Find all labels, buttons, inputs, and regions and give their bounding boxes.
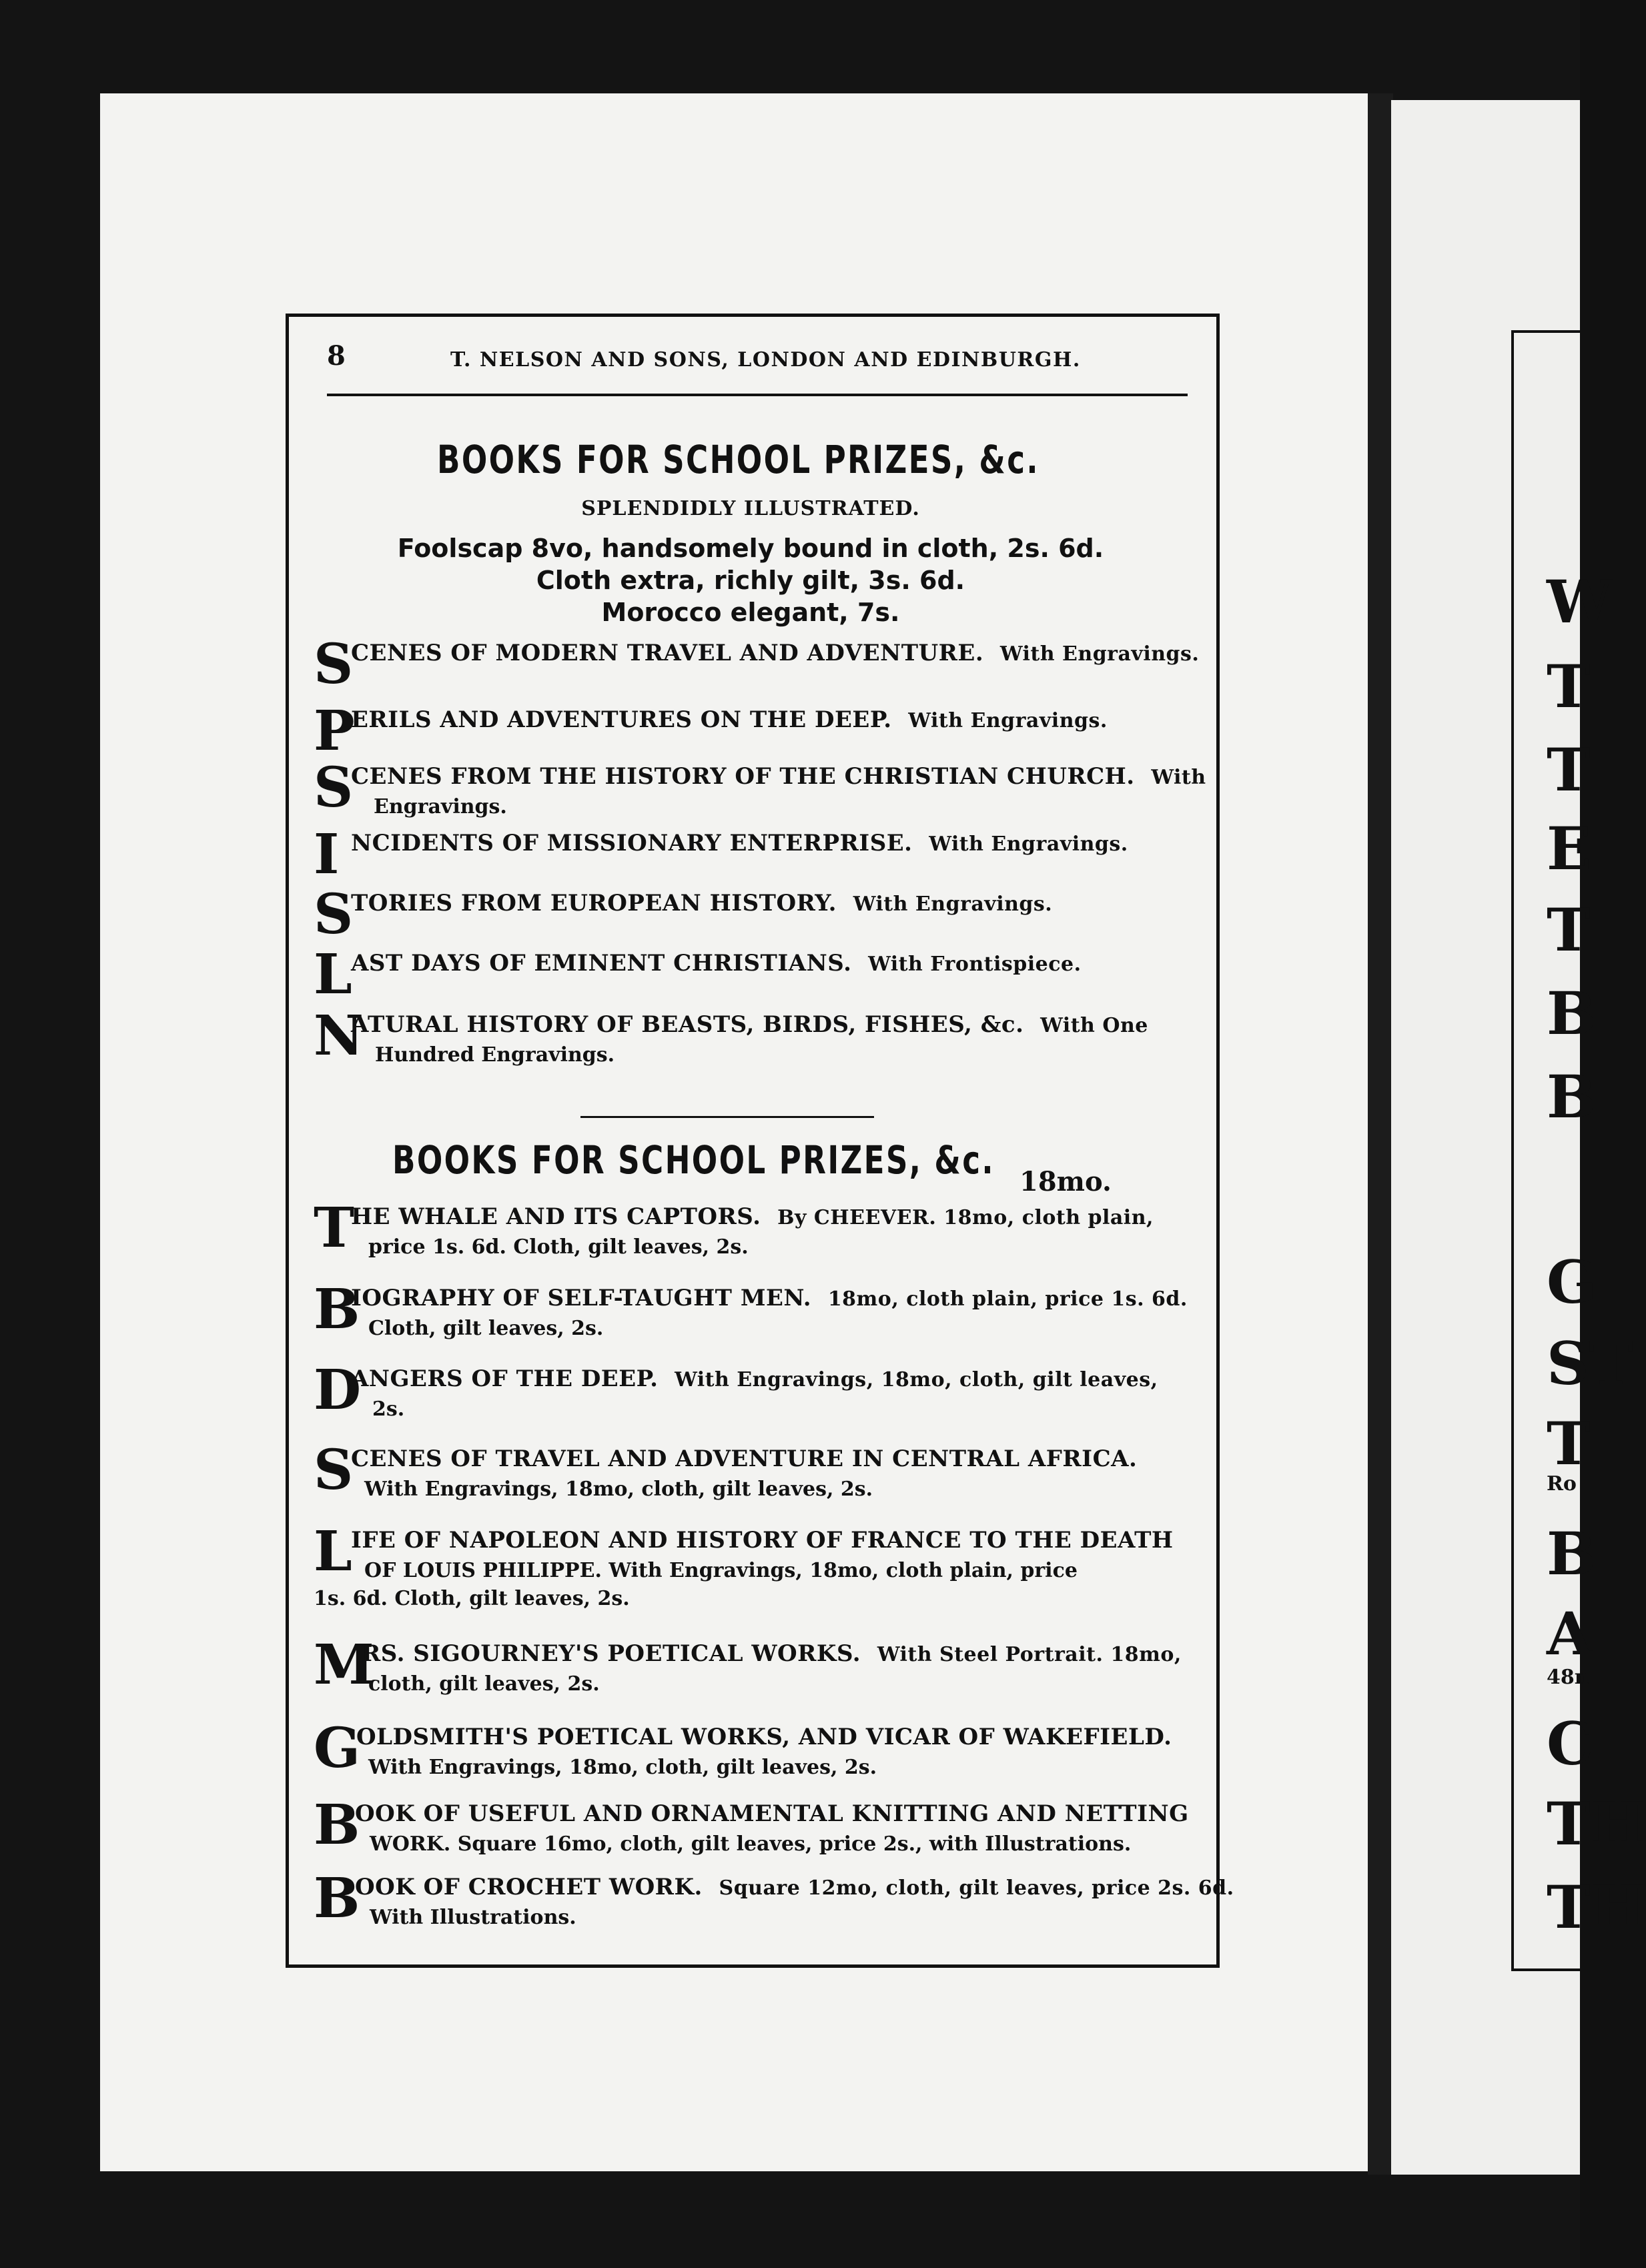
book-detail: With Illustrations. xyxy=(370,1906,576,1929)
book-title: RS. SIGOURNEY'S POETICAL WORKS. xyxy=(362,1640,861,1667)
facing-letter: W xyxy=(1547,567,1613,636)
facing-letter: C xyxy=(1547,1709,1594,1778)
book-title: AST DAYS OF EMINENT CHRISTIANS. xyxy=(351,950,852,977)
book-title: NCIDENTS OF MISSIONARY ENTERPRISE. xyxy=(351,830,913,857)
book-title: CENES OF MODERN TRAVEL AND ADVENTURE. xyxy=(351,640,984,666)
facing-letter: T xyxy=(1547,1409,1591,1478)
section-title: BOOKS FOR SCHOOL PRIZES, &c. xyxy=(392,1137,995,1183)
book-note: With Engravings. xyxy=(929,832,1128,856)
book-note: With Engravings. xyxy=(853,893,1053,916)
book-note: With Engravings. xyxy=(999,642,1200,666)
drop-cap: B xyxy=(314,1277,360,1341)
drop-cap: D xyxy=(314,1358,362,1422)
book-note: Square 12mo, cloth, gilt leaves, price 2s. 6d. xyxy=(719,1876,1234,1900)
book-detail: Hundred Engravings. xyxy=(375,1043,615,1067)
facing-letter: TH xyxy=(1547,1789,1646,1858)
drop-cap: S xyxy=(314,883,354,947)
facing-letter: T xyxy=(1547,735,1591,804)
drop-cap: G xyxy=(314,1716,361,1780)
book-title: ANGERS OF THE DEEP. xyxy=(351,1365,659,1392)
book-gutter xyxy=(1368,93,1393,2175)
facing-letter: G xyxy=(1547,1247,1597,1317)
page-number: 8 xyxy=(327,340,346,372)
book-detail: OF LOUIS PHILIPPE. With Engravings, 18mo, cloth plain, price xyxy=(364,1559,1078,1582)
book-note: With Frontispiece. xyxy=(868,953,1082,976)
drop-cap: S xyxy=(314,756,354,820)
book-note: With Steel Portrait. 18mo, xyxy=(877,1643,1182,1666)
book-title: OOK OF CROCHET WORK. xyxy=(355,1874,703,1900)
facing-letter: E xyxy=(1547,814,1592,883)
facing-letter: B xyxy=(1547,1062,1597,1131)
facing-letter: T xyxy=(1547,652,1591,721)
book-detail: With Engravings, 18mo, cloth, gilt leaves, 2s. xyxy=(364,1478,873,1501)
book-note: With Engravings. xyxy=(908,709,1108,732)
book-title: ATURAL HISTORY OF BEASTS, BIRDS, FISHES, &c. xyxy=(351,1011,1024,1038)
book-note: With xyxy=(1151,766,1206,789)
drop-cap: L xyxy=(314,943,352,1007)
drop-cap: B xyxy=(314,1793,360,1857)
book-note: With Engravings, 18mo, cloth, gilt leaves, xyxy=(675,1368,1158,1391)
facing-letter: Ro xyxy=(1547,1472,1577,1496)
header-rule xyxy=(327,394,1188,396)
book-note: With One xyxy=(1040,1014,1148,1037)
running-header: T. NELSON AND SONS, LONDON AND EDINBURGH. xyxy=(450,348,1081,372)
section-title: BOOKS FOR SCHOOL PRIZES, &c. xyxy=(437,437,1040,482)
facing-letter: A xyxy=(1547,1599,1593,1668)
price-line: Foolscap 8vo, handsomely bound in cloth, 2s. 6d. xyxy=(397,534,1104,563)
section-size: 18mo. xyxy=(1019,1166,1112,1197)
book-detail: 2s. xyxy=(372,1397,405,1421)
drop-cap: M xyxy=(314,1633,374,1697)
book-detail: Cloth, gilt leaves, 2s. xyxy=(368,1317,604,1340)
book-title: CENES FROM THE HISTORY OF THE CHRISTIAN CHURCH. xyxy=(351,763,1135,790)
drop-cap: P xyxy=(314,699,355,763)
price-line: Morocco elegant, 7s. xyxy=(601,598,900,627)
section-divider xyxy=(580,1116,874,1118)
drop-cap: I xyxy=(314,822,340,887)
section-subtitle: SPLENDIDLY ILLUSTRATED. xyxy=(581,497,920,520)
book-detail: cloth, gilt leaves, 2s. xyxy=(368,1672,600,1696)
book-detail: 1s. 6d. Cloth, gilt leaves, 2s. xyxy=(314,1587,630,1610)
book-title: OOK OF USEFUL AND ORNAMENTAL KNITTING AND NETTING xyxy=(355,1800,1189,1827)
book-note: By CHEEVER. 18mo, cloth plain, xyxy=(777,1206,1154,1229)
book-title: ERILS AND ADVENTURES ON THE DEEP. xyxy=(351,706,892,733)
book-detail: WORK. Square 16mo, cloth, gilt leaves, price 2s., with Illustrations. xyxy=(370,1832,1132,1856)
book-title: IOGRAPHY OF SELF-TAUGHT MEN. xyxy=(351,1285,812,1311)
drop-cap: S xyxy=(314,1438,354,1502)
facing-letter: TH xyxy=(1547,1872,1646,1942)
drop-cap: B xyxy=(314,1866,360,1930)
facing-letter: B xyxy=(1547,979,1597,1048)
book-title: IFE OF NAPOLEON AND HISTORY OF FRANCE TO THE DEATH xyxy=(351,1527,1174,1554)
book-detail: Engravings. xyxy=(374,795,507,818)
facing-letter: ST xyxy=(1547,1329,1633,1398)
book-title: CENES OF TRAVEL AND ADVENTURE IN CENTRAL AFRICA. xyxy=(351,1446,1138,1472)
book-title: OLDSMITH'S POETICAL WORKS, AND VICAR OF WAKEFIELD. xyxy=(356,1724,1172,1750)
book-title: HE WHALE AND ITS CAPTORS. xyxy=(351,1203,761,1230)
facing-letter: 48n xyxy=(1547,1666,1589,1689)
facing-letter: B xyxy=(1547,1519,1597,1588)
drop-cap: L xyxy=(314,1520,352,1584)
facing-letter: T xyxy=(1547,895,1591,965)
book-detail: price 1s. 6d. Cloth, gilt leaves, 2s. xyxy=(368,1235,749,1259)
book-title: TORIES FROM EUROPEAN HISTORY. xyxy=(351,890,837,917)
drop-cap: S xyxy=(314,632,354,696)
price-line: Cloth extra, richly gilt, 3s. 6d. xyxy=(536,566,965,595)
drop-cap: N xyxy=(314,1004,364,1068)
book-note: 18mo, cloth plain, price 1s. 6d. xyxy=(827,1287,1188,1311)
drop-cap: T xyxy=(314,1196,355,1260)
book-detail: With Engravings, 18mo, cloth, gilt leaves, 2s. xyxy=(368,1756,877,1779)
